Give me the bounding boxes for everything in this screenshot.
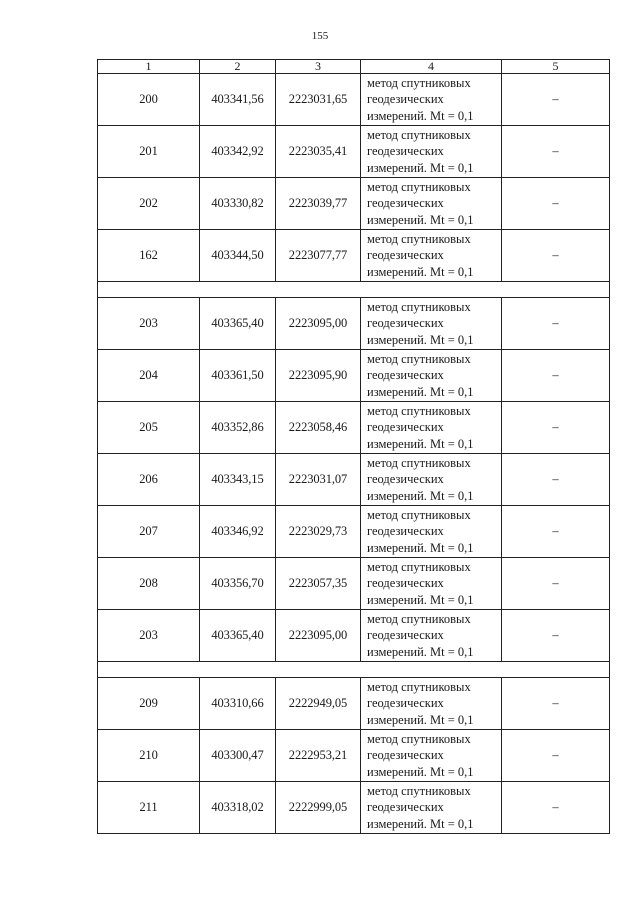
y-coordinate-cell: 2222999,05 bbox=[276, 782, 361, 834]
x-coordinate-cell: 403344,50 bbox=[200, 230, 276, 282]
method-text: метод спутниковых геодезических измерений. Mt = 0,1 bbox=[367, 231, 474, 279]
header-col-3: 3 bbox=[276, 60, 361, 74]
note-cell: – bbox=[502, 230, 610, 282]
x-coordinate-cell: 403356,70 bbox=[200, 558, 276, 610]
point-number-cell: 206 bbox=[98, 454, 200, 506]
point-number-cell: 202 bbox=[98, 178, 200, 230]
note-cell: – bbox=[502, 506, 610, 558]
y-coordinate-cell: 2222953,21 bbox=[276, 730, 361, 782]
method-text: метод спутниковых геодезических измерений. Mt = 0,1 bbox=[367, 179, 474, 227]
y-coordinate-cell: 2223095,00 bbox=[276, 298, 361, 350]
method-cell bbox=[361, 230, 502, 282]
note-cell: – bbox=[502, 730, 610, 782]
method-cell bbox=[361, 402, 502, 454]
note-cell: – bbox=[502, 298, 610, 350]
point-number-cell: 201 bbox=[98, 126, 200, 178]
table-row bbox=[98, 678, 610, 730]
x-coordinate-cell: 403310,66 bbox=[200, 678, 276, 730]
point-number-cell: 211 bbox=[98, 782, 200, 834]
point-number-cell: 203 bbox=[98, 298, 200, 350]
table-section-separator bbox=[98, 662, 610, 678]
note-cell: – bbox=[502, 610, 610, 662]
table-row bbox=[98, 126, 610, 178]
method-text: метод спутниковых геодезических измерений. Mt = 0,1 bbox=[367, 455, 474, 503]
table-row bbox=[98, 730, 610, 782]
y-coordinate-cell: 2223077,77 bbox=[276, 230, 361, 282]
note-cell: – bbox=[502, 402, 610, 454]
table-row bbox=[98, 558, 610, 610]
header-col-4: 4 bbox=[361, 60, 502, 74]
method-text: метод спутниковых геодезических измерений. Mt = 0,1 bbox=[367, 75, 474, 123]
y-coordinate-cell: 2223095,90 bbox=[276, 350, 361, 402]
point-number-cell: 208 bbox=[98, 558, 200, 610]
separator-cell bbox=[98, 662, 610, 678]
note-cell: – bbox=[502, 678, 610, 730]
method-text: метод спутниковых геодезических измерений. Mt = 0,1 bbox=[367, 403, 474, 451]
header-col-2: 2 bbox=[200, 60, 276, 74]
table-header-row bbox=[98, 60, 610, 74]
note-cell: – bbox=[502, 350, 610, 402]
table-row bbox=[98, 230, 610, 282]
page-number: 155 bbox=[311, 30, 329, 42]
method-text: метод спутниковых геодезических измерений. Mt = 0,1 bbox=[367, 559, 474, 607]
method-text: метод спутниковых геодезических измерений. Mt = 0,1 bbox=[367, 679, 474, 727]
coordinates-table-body bbox=[98, 60, 610, 834]
method-text: метод спутниковых геодезических измерений. Mt = 0,1 bbox=[367, 731, 474, 779]
point-number-cell: 162 bbox=[98, 230, 200, 282]
table-row bbox=[98, 610, 610, 662]
header-col-5: 5 bbox=[502, 60, 610, 74]
point-number-cell: 205 bbox=[98, 402, 200, 454]
header-col-1: 1 bbox=[98, 60, 200, 74]
point-number-cell: 203 bbox=[98, 610, 200, 662]
y-coordinate-cell: 2222949,05 bbox=[276, 678, 361, 730]
table-row bbox=[98, 402, 610, 454]
x-coordinate-cell: 403318,02 bbox=[200, 782, 276, 834]
table-row bbox=[98, 74, 610, 126]
y-coordinate-cell: 2223035,41 bbox=[276, 126, 361, 178]
x-coordinate-cell: 403342,92 bbox=[200, 126, 276, 178]
method-cell bbox=[361, 126, 502, 178]
table-row bbox=[98, 506, 610, 558]
method-cell bbox=[361, 454, 502, 506]
note-cell: – bbox=[502, 782, 610, 834]
note-cell: – bbox=[502, 74, 610, 126]
method-cell bbox=[361, 678, 502, 730]
point-number-cell: 210 bbox=[98, 730, 200, 782]
y-coordinate-cell: 2223095,00 bbox=[276, 610, 361, 662]
x-coordinate-cell: 403365,40 bbox=[200, 610, 276, 662]
separator-cell bbox=[98, 282, 610, 298]
table-section-separator bbox=[98, 282, 610, 298]
method-text: метод спутниковых геодезических измерений. Mt = 0,1 bbox=[367, 351, 474, 399]
method-cell bbox=[361, 558, 502, 610]
method-text: метод спутниковых геодезических измерений. Mt = 0,1 bbox=[367, 127, 474, 175]
method-cell bbox=[361, 610, 502, 662]
method-cell bbox=[361, 730, 502, 782]
x-coordinate-cell: 403343,15 bbox=[200, 454, 276, 506]
y-coordinate-cell: 2223031,65 bbox=[276, 74, 361, 126]
y-coordinate-cell: 2223029,73 bbox=[276, 506, 361, 558]
point-number-cell: 200 bbox=[98, 74, 200, 126]
method-text: метод спутниковых геодезических измерений. Mt = 0,1 bbox=[367, 611, 474, 659]
x-coordinate-cell: 403365,40 bbox=[200, 298, 276, 350]
table-row bbox=[98, 178, 610, 230]
table-row bbox=[98, 350, 610, 402]
y-coordinate-cell: 2223058,46 bbox=[276, 402, 361, 454]
method-text: метод спутниковых геодезических измерений. Mt = 0,1 bbox=[367, 783, 474, 831]
y-coordinate-cell: 2223057,35 bbox=[276, 558, 361, 610]
x-coordinate-cell: 403341,56 bbox=[200, 74, 276, 126]
note-cell: – bbox=[502, 454, 610, 506]
method-cell bbox=[361, 782, 502, 834]
y-coordinate-cell: 2223039,77 bbox=[276, 178, 361, 230]
note-cell: – bbox=[502, 558, 610, 610]
method-cell bbox=[361, 350, 502, 402]
method-cell bbox=[361, 178, 502, 230]
x-coordinate-cell: 403361,50 bbox=[200, 350, 276, 402]
x-coordinate-cell: 403300,47 bbox=[200, 730, 276, 782]
method-cell bbox=[361, 298, 502, 350]
point-number-cell: 209 bbox=[98, 678, 200, 730]
note-cell: – bbox=[502, 178, 610, 230]
coordinates-table bbox=[97, 59, 610, 834]
method-cell bbox=[361, 74, 502, 126]
point-number-cell: 207 bbox=[98, 506, 200, 558]
table-row bbox=[98, 782, 610, 834]
x-coordinate-cell: 403352,86 bbox=[200, 402, 276, 454]
method-text: метод спутниковых геодезических измерений. Mt = 0,1 bbox=[367, 299, 474, 347]
table-row bbox=[98, 298, 610, 350]
method-cell bbox=[361, 506, 502, 558]
point-number-cell: 204 bbox=[98, 350, 200, 402]
x-coordinate-cell: 403330,82 bbox=[200, 178, 276, 230]
note-cell: – bbox=[502, 126, 610, 178]
method-text: метод спутниковых геодезических измерений. Mt = 0,1 bbox=[367, 507, 474, 555]
table-row bbox=[98, 454, 610, 506]
y-coordinate-cell: 2223031,07 bbox=[276, 454, 361, 506]
x-coordinate-cell: 403346,92 bbox=[200, 506, 276, 558]
